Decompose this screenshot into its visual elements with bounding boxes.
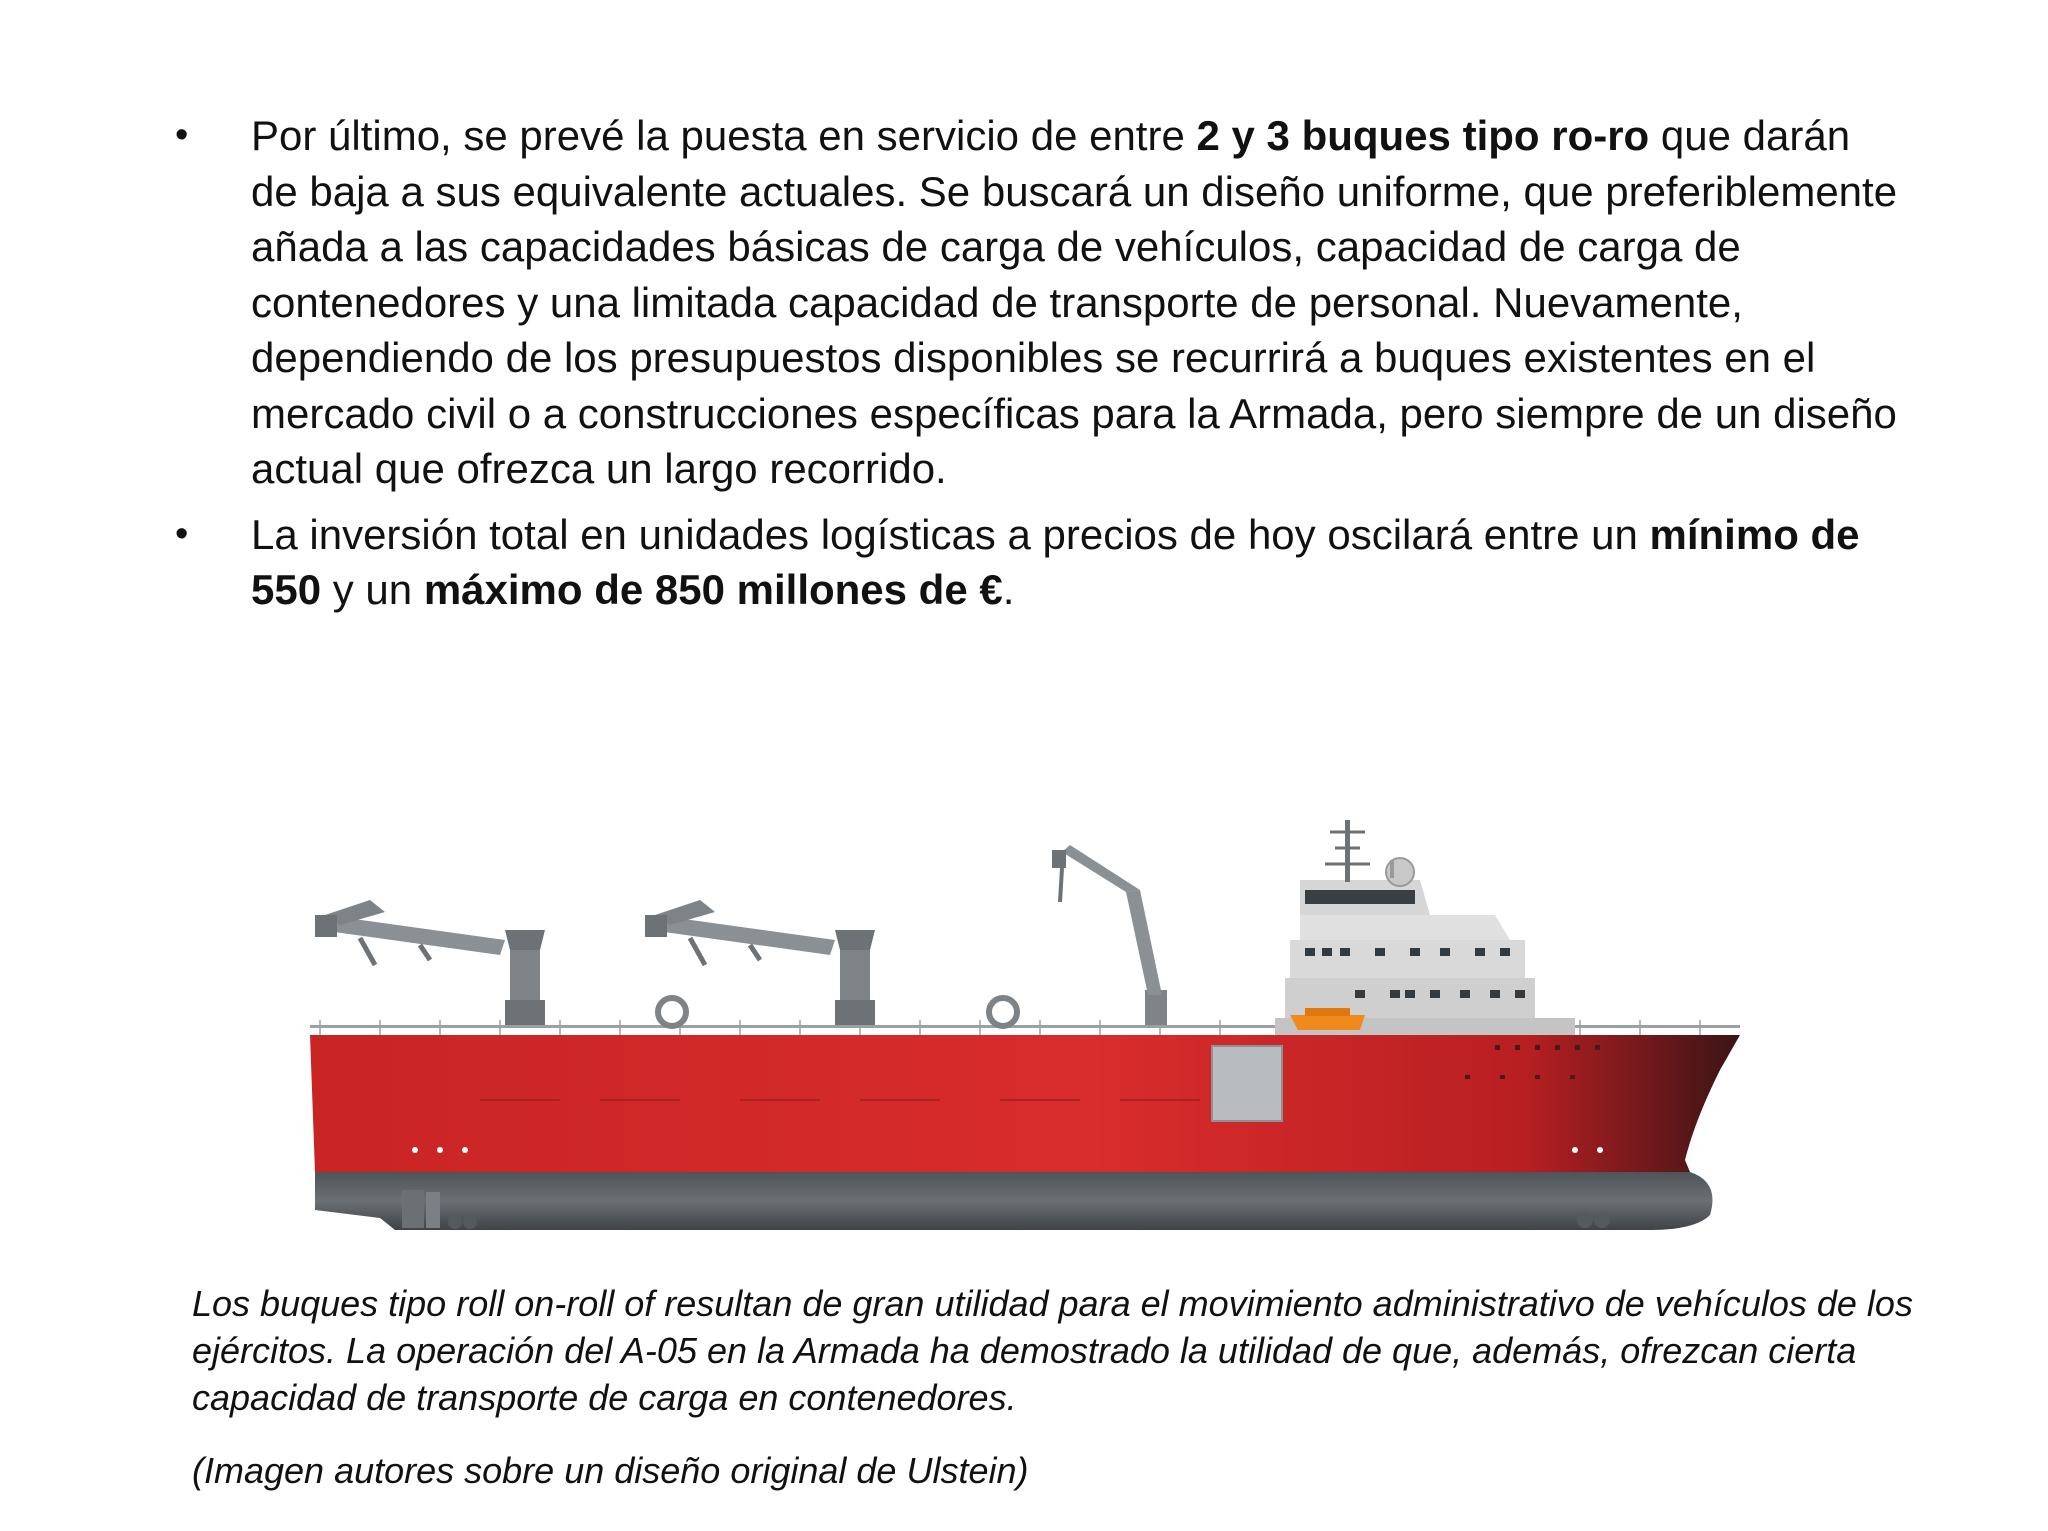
ship-drawing [300, 820, 1750, 1240]
bullet-marker: • [175, 114, 189, 156]
bullet-roro-ships [0, 108, 2048, 497]
image-caption: Los buques tipo roll on-roll of resultan de gran utilidad para el movimiento administrativo de vehículos de los ejércitos. La operación del A-05 en la Armada ha demostrado la utilidad de que, además, ofrezcan cierta capacidad de transporte de carga en contenedores. [192, 1283, 1913, 1418]
crane-1 [315, 900, 545, 1025]
hull-lower [315, 1172, 1713, 1230]
lifeboat [1290, 1015, 1365, 1030]
superstructure [1275, 820, 1575, 1035]
bullet-2-bold-min: mínimo de 550 [251, 510, 1860, 613]
crane-2 [645, 900, 875, 1025]
bow-thruster-2 [1594, 1212, 1610, 1228]
bullet-2-text-a: La inversión total en unidades logísticas a precios de hoy oscilará entre un [251, 510, 1650, 558]
bullet-2-bold-max: máximo de 850 millones de € [423, 566, 1003, 613]
image-credit: (Imagen autores sobre un diseño original de Ulstein) [192, 1450, 1029, 1491]
bullet-marker: • [175, 512, 189, 555]
bullet-total-investment [0, 507, 2048, 618]
stern-thruster-2 [463, 1215, 477, 1229]
bullet-1-text-a: Por último, se prevé la puesta en servicio de entre [251, 112, 1197, 159]
bullet-1-text-b: que darán de baja a sus equivalente actuales. Se buscará un diseño uniforme, que preferiblemente añada a las capacidades básicas de carga de vehículos, capacidad de carga de contenedores y una limitada capacidad de transporte de personal. Nuevamente, dependiendo de los presupuestos disponibles se recurrirá a buques existentes en el mercado civil o a construcciones específicas para la Armada, pero siempre de un diseño actual que ofrezca un largo recorrido. [251, 112, 1898, 492]
cable-reel-2 [989, 998, 1017, 1026]
hull-red [310, 1035, 1740, 1172]
bullet-2-text-b: y un [321, 566, 424, 613]
stern-rudder [402, 1190, 424, 1228]
bullet-list [0, 108, 2048, 628]
lifeboat-canopy [1305, 1008, 1350, 1016]
bullet-2-text-c: . [1002, 566, 1015, 613]
stern-fin [426, 1192, 440, 1228]
stern-thruster-1 [448, 1215, 462, 1229]
side-door [1212, 1046, 1282, 1121]
crane-3 [1052, 845, 1167, 1025]
cable-reel-1 [658, 998, 686, 1026]
bow-thruster-1 [1577, 1212, 1593, 1228]
roro-ship-illustration [300, 820, 1750, 1240]
bullet-1-bold-roro: 2 y 3 buques tipo ro-ro [1196, 112, 1650, 159]
